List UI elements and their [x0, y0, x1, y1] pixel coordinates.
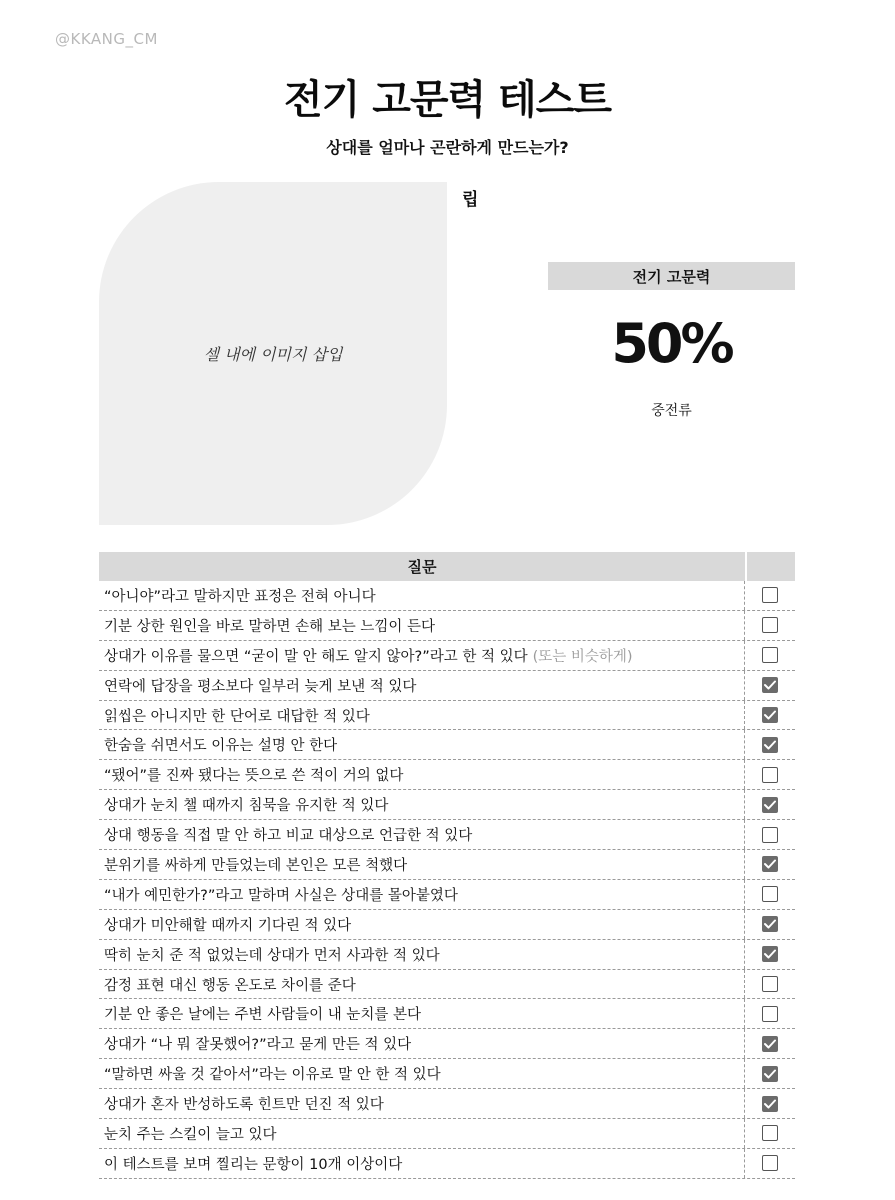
- checkmark-icon: [764, 710, 776, 720]
- check-cell: [745, 581, 795, 610]
- table-row: [99, 850, 795, 880]
- question-cell: [99, 671, 745, 700]
- check-cell: [745, 760, 795, 789]
- checkbox[interactable]: [762, 1096, 778, 1112]
- checkbox[interactable]: [762, 1066, 778, 1082]
- question-text: 감정 표현 대신 행동 온도로 차이를 준다: [104, 977, 356, 994]
- question-text: 연락에 답장을 평소보다 일부러 늦게 보낸 적 있다: [104, 678, 417, 695]
- question-cell: [99, 850, 745, 879]
- question-text: 기분 상한 원인을 바로 말하면 손해 보는 느낌이 든다: [104, 618, 436, 635]
- checkbox[interactable]: [762, 1006, 778, 1022]
- checkmark-icon: [764, 949, 776, 959]
- question-cell: [99, 790, 745, 819]
- table-header: [99, 552, 795, 581]
- check-cell: [745, 790, 795, 819]
- table-header-question: 질문: [99, 552, 747, 581]
- question-cell: [99, 820, 745, 849]
- image-placeholder-label: 셀 내에 이미지 삽입: [203, 345, 343, 364]
- checkbox[interactable]: [762, 827, 778, 843]
- check-cell: [745, 880, 795, 909]
- question-note: (또는 비슷하게): [532, 648, 633, 665]
- table-row: [99, 820, 795, 850]
- question-text: “아니야”라고 말하지만 표정은 전혀 아니다: [104, 588, 376, 605]
- question-text: 상대가 혼자 반성하도록 힌트만 던진 적 있다: [104, 1097, 384, 1114]
- checkbox[interactable]: [762, 976, 778, 992]
- question-text: 상대가 이유를 물으면 “굳이 말 안 해도 알지 않아?”라고 한 적 있다: [104, 648, 528, 665]
- checkbox[interactable]: [762, 886, 778, 902]
- question-cell: [99, 999, 745, 1028]
- checkmark-icon: [764, 859, 776, 869]
- question-text: 이 테스트를 보며 찔리는 문항이 10개 이상이다: [104, 1156, 403, 1173]
- score-grade: 중전류: [651, 403, 692, 419]
- check-cell: [745, 1059, 795, 1088]
- checkmark-icon: [764, 800, 776, 810]
- table-row: [99, 730, 795, 760]
- question-table: [99, 552, 795, 1179]
- question-text: 한숨을 쉬면서도 이유는 설명 안 한다: [104, 738, 338, 755]
- table-row: [99, 999, 795, 1029]
- table-row: [99, 1059, 795, 1089]
- question-cell: [99, 1089, 745, 1118]
- table-row: [99, 581, 795, 611]
- question-cell: [99, 1059, 745, 1088]
- question-cell: [99, 1029, 745, 1058]
- question-cell: [99, 1149, 745, 1178]
- check-cell: [745, 701, 795, 730]
- table-header-check: [747, 552, 795, 581]
- check-cell: [745, 730, 795, 759]
- checkbox[interactable]: [762, 707, 778, 723]
- checkbox[interactable]: [762, 1036, 778, 1052]
- check-cell: [745, 940, 795, 969]
- table-row: [99, 970, 795, 1000]
- check-cell: [745, 1089, 795, 1118]
- table-row: [99, 1119, 795, 1149]
- checkbox[interactable]: [762, 617, 778, 633]
- page-title: 전기 고문력 테스트: [284, 77, 611, 123]
- checkbox[interactable]: [762, 647, 778, 663]
- table-row: [99, 760, 795, 790]
- checkmark-icon: [764, 1069, 776, 1079]
- checkbox[interactable]: [762, 737, 778, 753]
- check-cell: [745, 850, 795, 879]
- image-placeholder-cell[interactable]: [99, 182, 447, 525]
- check-cell: [745, 910, 795, 939]
- table-row: [99, 940, 795, 970]
- check-cell: [745, 1029, 795, 1058]
- check-cell: [745, 820, 795, 849]
- question-text: “말하면 싸울 것 같아서”라는 이유로 말 안 한 적 있다: [104, 1067, 441, 1084]
- question-cell: [99, 730, 745, 759]
- checkbox[interactable]: [762, 767, 778, 783]
- question-text: 상대 행동을 직접 말 안 하고 비교 대상으로 언급한 적 있다: [104, 828, 473, 845]
- checkbox[interactable]: [762, 587, 778, 603]
- checkmark-icon: [764, 680, 776, 690]
- table-row: [99, 701, 795, 731]
- check-cell: [745, 641, 795, 670]
- table-row: [99, 1089, 795, 1119]
- question-text: “됐어”를 진짜 됐다는 뜻으로 쓴 적이 거의 없다: [104, 768, 404, 785]
- question-text: 기분 안 좋은 날에는 주변 사람들이 내 눈치를 본다: [104, 1007, 422, 1024]
- checkmark-icon: [764, 1099, 776, 1109]
- table-row: [99, 671, 795, 701]
- table-body: [99, 581, 795, 1179]
- question-cell: [99, 910, 745, 939]
- question-cell: [99, 641, 745, 670]
- check-cell: [745, 1149, 795, 1178]
- table-row: [99, 790, 795, 820]
- check-cell: [745, 671, 795, 700]
- question-cell: [99, 970, 745, 999]
- checkmark-icon: [764, 919, 776, 929]
- check-cell: [745, 970, 795, 999]
- question-cell: [99, 940, 745, 969]
- score-header: 전기 고문력: [548, 262, 795, 290]
- checkbox[interactable]: [762, 1125, 778, 1141]
- checkbox[interactable]: [762, 677, 778, 693]
- table-row: [99, 641, 795, 671]
- question-cell: [99, 701, 745, 730]
- score-value: 50%: [611, 312, 732, 375]
- check-cell: [745, 999, 795, 1028]
- question-cell: [99, 581, 745, 610]
- checkbox[interactable]: [762, 856, 778, 872]
- table-row: [99, 1149, 795, 1179]
- question-cell: [99, 611, 745, 640]
- checkbox[interactable]: [762, 946, 778, 962]
- question-text: “내가 예민한가?”라고 말하며 사실은 상대를 몰아붙였다: [104, 887, 458, 904]
- checkbox[interactable]: [762, 797, 778, 813]
- table-row: [99, 1029, 795, 1059]
- subject-name: 립: [462, 190, 479, 210]
- watermark: @KKANG_CM: [55, 30, 158, 48]
- check-cell: [745, 611, 795, 640]
- checkmark-icon: [764, 1039, 776, 1049]
- question-text: 분위기를 싸하게 만들었는데 본인은 모른 척했다: [104, 857, 408, 874]
- check-cell: [745, 1119, 795, 1148]
- question-text: 상대가 “나 뭐 잘못했어?”라고 묻게 만든 적 있다: [104, 1037, 412, 1054]
- question-text: 딱히 눈치 준 적 없었는데 상대가 먼저 사과한 적 있다: [104, 947, 440, 964]
- question-text: 눈치 주는 스킬이 늘고 있다: [104, 1126, 277, 1143]
- table-row: [99, 611, 795, 641]
- question-cell: [99, 880, 745, 909]
- question-cell: [99, 1119, 745, 1148]
- question-text: 읽씹은 아니지만 한 단어로 대답한 적 있다: [104, 708, 370, 725]
- table-row: [99, 910, 795, 940]
- page-subtitle: 상대를 얼마나 곤란하게 만드는가?: [326, 138, 569, 157]
- table-row: [99, 880, 795, 910]
- question-cell: [99, 760, 745, 789]
- question-text: 상대가 눈치 챌 때까지 침묵을 유지한 적 있다: [104, 798, 389, 815]
- checkbox[interactable]: [762, 1155, 778, 1171]
- checkmark-icon: [764, 740, 776, 750]
- checkbox[interactable]: [762, 916, 778, 932]
- question-text: 상대가 미안해할 때까지 기다린 적 있다: [104, 917, 352, 934]
